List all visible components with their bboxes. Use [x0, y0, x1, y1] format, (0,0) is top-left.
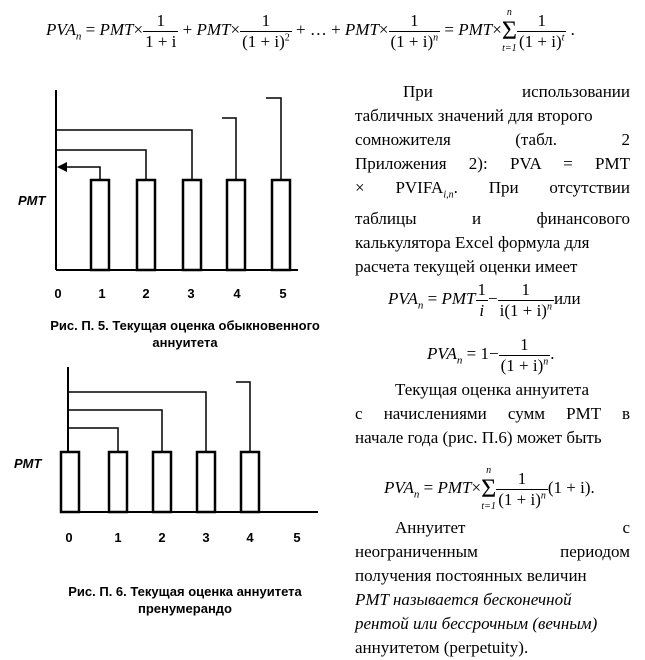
denominator: $(1 + i)^2$	[242, 31, 290, 51]
axis-tick-1: 1	[98, 286, 106, 301]
pva-symbol: PVA	[46, 19, 76, 39]
axis-tick-3: 3	[187, 286, 195, 301]
payment-bar-4	[241, 452, 259, 512]
figure-5	[0, 80, 345, 305]
formula-3: $PVA_n = 1-$ $\frac{1}{(1 + i)^n}$ .	[427, 335, 555, 375]
discount-line-1	[64, 167, 100, 180]
summation: n Σ t=1	[481, 465, 497, 512]
times-sign: ×	[133, 19, 144, 39]
denominator: $(1 + i)^n$	[390, 31, 439, 51]
fraction	[143, 11, 178, 51]
fig6-axes	[60, 367, 318, 512]
payment-bar-3	[197, 452, 215, 512]
fraction	[240, 11, 292, 51]
arrow-head-icon	[57, 162, 67, 172]
figure-6	[0, 362, 345, 587]
payment-bar-2	[137, 180, 155, 270]
discount-line-1	[68, 428, 118, 452]
discount-line-5	[266, 98, 281, 180]
axis-tick-4: 4	[233, 286, 241, 301]
axis-tick-2: 2	[158, 530, 166, 545]
fig6-caption: Рис. П. 6. Текущая оценка аннуитета пренумерандо	[68, 584, 302, 616]
discount-line-4	[236, 382, 250, 452]
fig5-discount-lines	[56, 98, 281, 180]
axis-tick-0: 0	[65, 530, 73, 545]
fig6-discount-lines	[68, 382, 250, 452]
numerator: 1	[261, 10, 271, 30]
times-sign: ×	[230, 19, 241, 39]
pmt-symbol: PMT	[344, 19, 379, 39]
discount-line-3	[68, 392, 206, 452]
payment-bar-2	[153, 452, 171, 512]
axis-tick-0: 0	[54, 286, 62, 301]
denominator: 1 + i	[145, 31, 177, 51]
numerator: 1	[537, 10, 546, 30]
payment-bar-1	[91, 180, 109, 270]
sum-upper-limit: n	[506, 7, 512, 18]
summation	[502, 8, 517, 54]
fraction: $\frac{1}{i}$	[477, 280, 486, 320]
payment-bar-1	[109, 452, 127, 512]
fraction	[517, 11, 566, 51]
sum-lower-limit: t=1	[502, 43, 517, 54]
numerator: 1	[410, 10, 419, 30]
payment-bar-0	[61, 452, 79, 512]
fraction: $\frac{1}{(1 + i)^n}$	[498, 468, 546, 509]
paragraph-3: Аннуитет с неограниченным периодом получения постоянных величин PMT называется бесконечной рентой или бессрочным (вечным) аннуитетом (perpetuity).	[355, 518, 630, 657]
fig6-bars	[61, 452, 259, 512]
ellipsis-sum: + … +	[295, 19, 341, 39]
axis-tick-1: 1	[114, 530, 122, 545]
discount-line-2	[56, 150, 146, 180]
paragraph-1: При использовании табличных значений для второго сомножителя (табл. 2 Приложения 2): PVA = PMT × $PVIFA_{i,n}$. При отсутствии таблицы и финансового калькулятора Excel формула для расчета текущей оценки имеет	[355, 82, 630, 277]
denominator: $(1 + i)^t$	[518, 31, 565, 51]
pva-subscript: n	[75, 30, 82, 43]
plus-sign: +	[182, 19, 193, 39]
formula-top	[46, 8, 575, 54]
fig5-caption: Рис. П. 5. Текущая оценка обыкновенного аннуитета	[50, 318, 320, 350]
axis-tick-5: 5	[279, 286, 287, 301]
fraction: $\frac{1}{(1 + i)^n}$	[500, 335, 549, 375]
axis-tick-4: 4	[246, 530, 254, 545]
axis-tick-5: 5	[293, 530, 301, 545]
discount-line-2	[68, 410, 162, 452]
payment-bar-5	[272, 180, 290, 270]
numerator: 1	[156, 10, 165, 30]
axis-tick-2: 2	[142, 286, 150, 301]
pmt-symbol: PMT	[458, 19, 493, 39]
payment-bar-3	[183, 180, 201, 270]
fig5-axis-labels	[54, 286, 286, 301]
fig5-pmt-label: PMT	[18, 193, 46, 208]
times-sign: ×	[378, 19, 389, 39]
fig6-axis-labels	[65, 530, 300, 545]
payment-bar-4	[227, 180, 245, 270]
fraction: $\frac{1}{i(1 + i)^n}$	[499, 280, 552, 320]
sigma-symbol: Σ	[501, 16, 517, 45]
formula-4: $PVA_n = PMT\times$ n Σ t=1 $\frac{1}{(1 + i)^n}$ (1 + i).	[384, 465, 595, 512]
pmt-symbol: PMT	[196, 19, 231, 39]
period: .	[570, 19, 575, 39]
equals-sign: =	[444, 19, 454, 39]
equals-sign: =	[85, 19, 96, 39]
paragraph-2: Текущая оценка аннуитета с начислениями сумм PMT в начале года (рис. П.6) может быть	[355, 380, 630, 447]
fig6-pmt-label: PMT	[14, 456, 42, 471]
discount-line-4	[222, 118, 236, 180]
discount-line-3	[56, 130, 192, 180]
fraction	[389, 11, 441, 51]
axis-tick-3: 3	[202, 530, 210, 545]
pmt-symbol: PMT	[99, 19, 134, 39]
times-sign: ×	[492, 19, 502, 39]
fig5-bars	[91, 180, 290, 270]
formula-2: $PVA_n$ = PMT $\frac{1}{i}$ − $\frac{1}{i(1 + i)^n}$ или	[388, 280, 581, 320]
